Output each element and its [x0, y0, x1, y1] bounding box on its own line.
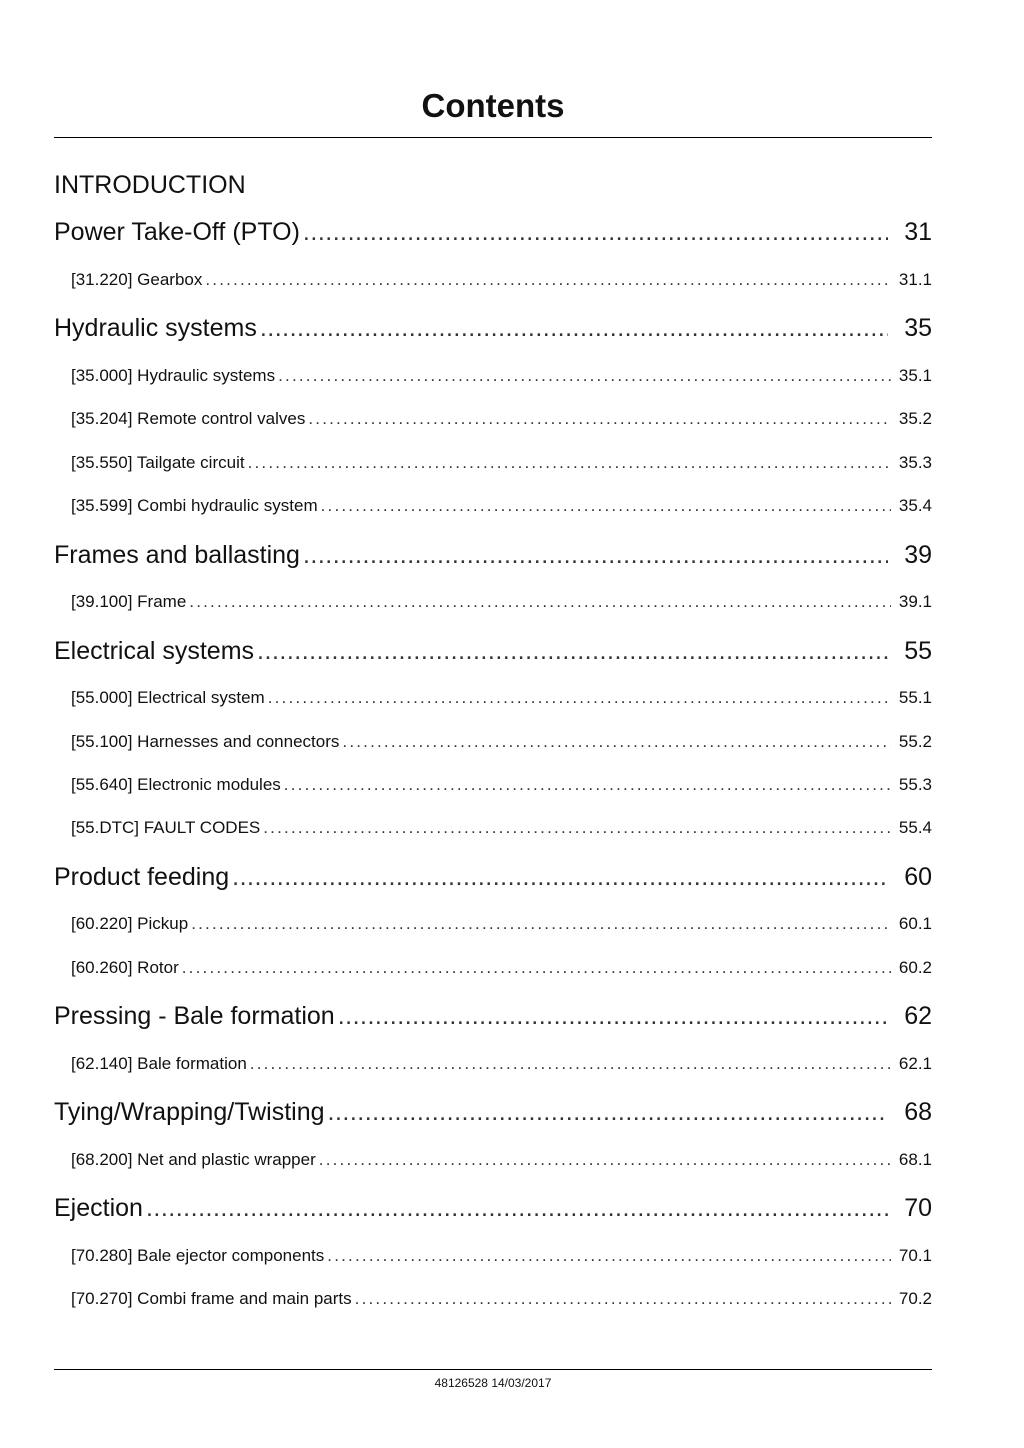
toc-entry-page: 35 [904, 314, 932, 342]
toc-entry-page: 55.4 [898, 818, 932, 837]
dot-leader [321, 494, 891, 518]
dot-leader [319, 1148, 891, 1172]
footer-rule [54, 1369, 932, 1370]
dot-leader [248, 451, 891, 475]
dot-leader [205, 268, 891, 292]
toc-entry-label: Electrical systems [54, 637, 255, 665]
toc-entry-page: 68 [904, 1098, 932, 1126]
toc-entry-page: 35.3 [898, 453, 932, 472]
dot-leader [232, 860, 888, 894]
toc-entry-page: 55.1 [898, 688, 932, 707]
toc-entry-page: 62.1 [898, 1054, 932, 1073]
toc-subsection-entry[interactable] [71, 956, 932, 980]
toc-entry-label: [35.550] Tailgate circuit [71, 453, 245, 472]
toc-entry-label: [62.140] Bale formation [71, 1054, 247, 1073]
toc-entry-page: 70.1 [898, 1246, 932, 1265]
toc-subsection-entry[interactable] [71, 686, 932, 710]
toc-entry-label: [68.200] Net and plastic wrapper [71, 1150, 316, 1169]
dot-leader [303, 215, 888, 249]
toc-entry-page: 35.1 [898, 366, 932, 385]
toc-entry-label: [35.000] Hydraulic systems [71, 366, 276, 385]
toc-entry-label: Pressing - Bale formation [54, 1002, 335, 1030]
toc-subsection-entry[interactable] [71, 451, 932, 475]
toc-section-entry[interactable] [54, 634, 932, 668]
toc-subsection-entry[interactable] [71, 730, 932, 754]
toc-entry-page: 60.2 [898, 958, 932, 977]
toc-entry-label: Hydraulic systems [54, 314, 257, 342]
dot-leader [268, 686, 891, 710]
dot-leader [355, 1287, 891, 1311]
toc-entry-label: Power Take-Off (PTO) [54, 218, 300, 246]
toc-subsection-entry[interactable] [71, 1148, 932, 1172]
toc-entry-page: 60.1 [898, 914, 932, 933]
dot-leader [327, 1244, 891, 1268]
toc-section-entry[interactable] [54, 1191, 932, 1225]
dot-leader [182, 956, 891, 980]
toc-entry-page: 60 [904, 863, 932, 891]
toc-entry-page: 62 [904, 1002, 932, 1030]
toc-subsection-entry[interactable] [71, 773, 932, 797]
dot-leader [308, 407, 891, 431]
dot-leader [278, 364, 891, 388]
toc-entry-page: 31 [904, 218, 932, 246]
toc-entry-label: [39.100] Frame [71, 592, 187, 611]
toc-subsection-entry[interactable] [71, 1052, 932, 1076]
dot-leader [328, 1095, 889, 1129]
toc-entry-label: [60.220] Pickup [71, 914, 189, 933]
dot-leader [284, 773, 891, 797]
toc-entry-label: Tying/Wrapping/Twisting [54, 1098, 325, 1126]
dot-leader [338, 999, 889, 1033]
toc-entry-page: 31.1 [898, 270, 932, 289]
toc-subsection-entry[interactable] [71, 268, 932, 292]
toc-entry-page: 68.1 [898, 1150, 932, 1169]
dot-leader [146, 1191, 888, 1225]
toc-entry-page: 55.3 [898, 775, 932, 794]
dot-leader [260, 311, 888, 345]
dot-leader [250, 1052, 891, 1076]
dot-leader [303, 538, 888, 572]
toc-entry-label: Frames and ballasting [54, 541, 300, 569]
toc-entry-label: [55.DTC] FAULT CODES [71, 818, 261, 837]
toc-entry-label: [55.640] Electronic modules [71, 775, 281, 794]
intro-heading: INTRODUCTION [54, 171, 246, 199]
dot-leader [191, 912, 891, 936]
toc-entry-page: 39.1 [898, 592, 932, 611]
toc-subsection-entry[interactable] [71, 816, 932, 840]
dot-leader [257, 634, 888, 668]
toc-entry-label: [70.280] Bale ejector components [71, 1246, 325, 1265]
dot-leader [189, 590, 891, 614]
toc-subsection-entry[interactable] [71, 1287, 932, 1311]
toc-entry-page: 55 [904, 637, 932, 665]
dot-leader [342, 730, 891, 754]
toc-subsection-entry[interactable] [71, 912, 932, 936]
toc-entry-label: Product feeding [54, 863, 230, 891]
toc-entry-label: [60.260] Rotor [71, 958, 179, 977]
toc-section-entry[interactable] [54, 1095, 932, 1129]
toc-entry-page: 39 [904, 541, 932, 569]
page-title: Contents [421, 87, 565, 124]
toc-section-entry[interactable] [54, 311, 932, 345]
footer-doc-id: 48126528 14/03/2017 [434, 1376, 552, 1390]
toc-entry-label: Ejection [54, 1194, 143, 1222]
toc-entry-label: [70.270] Combi frame and main parts [71, 1289, 352, 1308]
toc-subsection-entry[interactable] [71, 590, 932, 614]
toc-section-entry[interactable] [54, 999, 932, 1033]
toc-subsection-entry[interactable] [71, 1244, 932, 1268]
dot-leader [263, 816, 891, 840]
toc-entry-label: [55.000] Electrical system [71, 688, 265, 707]
toc-subsection-entry[interactable] [71, 364, 932, 388]
header-rule [54, 137, 932, 138]
toc-entry-page: 35.4 [898, 496, 932, 515]
toc-entry-label: [31.220] Gearbox [71, 270, 203, 289]
toc-section-entry[interactable] [54, 215, 932, 249]
toc-entry-label: [55.100] Harnesses and connectors [71, 732, 340, 751]
toc-section-entry[interactable] [54, 860, 932, 894]
toc-entry-label: [35.599] Combi hydraulic system [71, 496, 318, 515]
toc-entry-page: 35.2 [898, 409, 932, 428]
toc-entry-page: 70.2 [898, 1289, 932, 1308]
toc-section-entry[interactable] [54, 538, 932, 572]
toc-entry-label: [35.204] Remote control valves [71, 409, 306, 428]
toc-entry-page: 55.2 [898, 732, 932, 751]
toc-subsection-entry[interactable] [71, 407, 932, 431]
toc-entry-page: 70 [904, 1194, 932, 1222]
toc-subsection-entry[interactable] [71, 494, 932, 518]
